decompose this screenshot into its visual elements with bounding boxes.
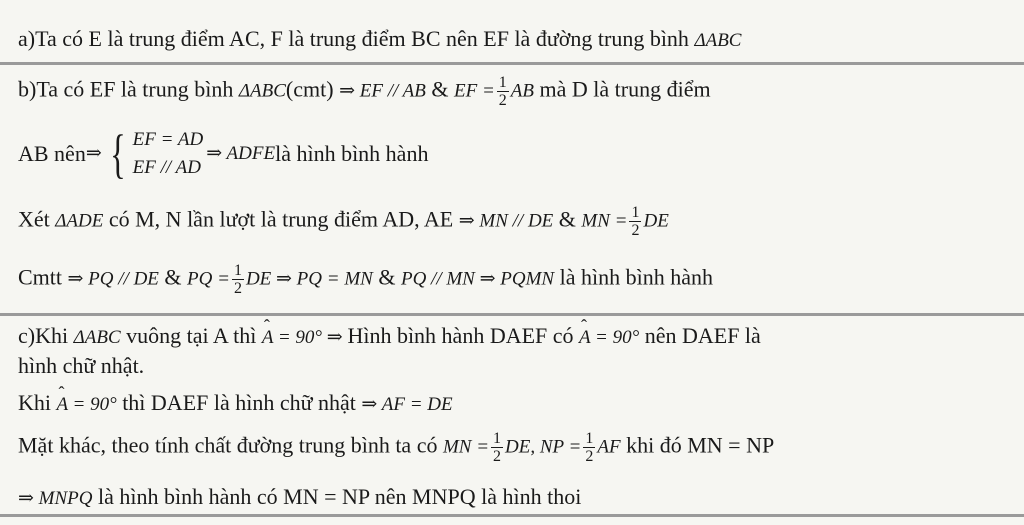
part-c-l4-mn: MN = <box>442 436 490 458</box>
bottom-rule <box>0 514 1024 517</box>
part-a-triangle: ΔABC <box>694 30 742 51</box>
part-b-l4-de: DE ⇒ PQ = MN <box>245 268 373 290</box>
part-c-l1-mid2: Hình bình hành DAEF có <box>347 323 580 348</box>
part-b-l1-tail: mà D là trung điểm <box>534 76 711 102</box>
part-b-line-3 <box>18 204 1014 239</box>
part-b-l1-ab: AB <box>510 80 535 102</box>
fraction-numerator: 1 <box>585 430 594 447</box>
part-c-l4-tail: khi đó MN = NP <box>620 432 775 458</box>
part-b-l1-amp: & <box>425 76 454 102</box>
part-b-l3-text: Xét <box>18 206 56 232</box>
part-c-l3-text: Khi <box>18 390 57 415</box>
implies-arrow: ⇒ <box>85 143 102 164</box>
part-c-l1-mid: vuông tại A thì <box>120 323 262 348</box>
system-row-1: EF = AD <box>132 129 204 150</box>
part-c-l4-de-np: DE, NP = <box>505 436 582 458</box>
part-b-l2-adfe: ⇒ ADFE <box>206 143 276 164</box>
part-b-l2-text: AB nên <box>18 141 86 166</box>
part-b-l3-triangle: ΔADE <box>55 210 104 232</box>
angle-a-1: ˆ A <box>262 327 273 348</box>
part-b-l1-triangle: ΔABC <box>238 80 286 102</box>
part-c-l4-fraction-2 <box>583 430 595 465</box>
divider-b-c <box>0 313 1024 316</box>
divider-a-b <box>0 62 1024 65</box>
part-b-l3-mid: có M, N lần lượt là trung điểm AD, AE <box>103 206 459 232</box>
part-b-l1-text: b)Ta có EF là trung bình <box>18 76 239 102</box>
fraction-numerator: 1 <box>493 430 502 447</box>
fraction-numerator: 1 <box>631 204 640 221</box>
fraction-numerator: 1 <box>233 262 242 279</box>
part-b-l4-eq: PQ = <box>187 268 230 290</box>
angle-a-2: ˆ A <box>579 327 590 348</box>
part-c-line-1 <box>18 323 1014 351</box>
part-a-line <box>18 26 1014 54</box>
part-c-line-4 <box>18 430 1014 465</box>
part-b-l3-eq: MN = <box>581 210 628 232</box>
part-b-l4-parallel: ⇒ PQ // DE <box>67 268 159 290</box>
angle-a-3: ˆ A <box>57 394 68 415</box>
part-b-l1-cmt: (cmt) <box>285 76 340 102</box>
part-c-line-5 <box>18 484 1014 512</box>
part-c-l4-af: AF <box>597 436 621 458</box>
part-c-l5-mnpq: ⇒ MNPQ <box>18 488 93 509</box>
part-c-l4-text: Mặt khác, theo tính chất đường trung bình ta có <box>18 432 443 458</box>
fraction-denominator: 2 <box>493 448 502 465</box>
part-c-l1-text: c)Khi <box>18 323 74 348</box>
part-c-line-3 <box>18 390 1014 418</box>
system-row-2: EF // AD <box>132 157 201 178</box>
implies-arrow: ⇒ <box>322 327 348 348</box>
part-b-l4-amp2: & <box>372 264 401 290</box>
part-a-text: a)Ta có E là trung điểm AC, F là trung điểm BC nên EF là đường trung bình <box>18 26 695 51</box>
part-c-l1-eq2: = 90° <box>590 327 640 348</box>
part-b-l2-tail: là hình bình hành <box>275 141 429 166</box>
part-b-l3-amp: & <box>553 206 582 232</box>
part-b-line-4 <box>18 262 1014 297</box>
part-c-l1-tail: nên DAEF là <box>639 323 761 348</box>
part-b-line-2 <box>18 126 1014 182</box>
part-b-l4-tail: là hình bình hành <box>554 264 713 290</box>
fraction-denominator: 2 <box>233 280 242 297</box>
part-c-l5-text: là hình bình hành có MN = NP nên MNPQ là hình thoi <box>92 484 582 509</box>
part-b-line-1 <box>18 74 1014 109</box>
part-b-l3-parallel: ⇒ MN // DE <box>458 210 554 232</box>
fraction-denominator: 2 <box>631 222 640 239</box>
equation-system <box>105 126 203 182</box>
part-c-l3-af-de: ⇒ AF = DE <box>361 394 453 415</box>
part-c-l3-eq: = 90° <box>67 394 117 415</box>
part-c-line-2 <box>18 353 1014 379</box>
part-b-l1-eq: EF = <box>454 80 495 102</box>
part-b-l4-pqmn: PQ // MN ⇒ PQMN <box>400 268 555 290</box>
part-c-l1-eq1: = 90° <box>273 327 323 348</box>
part-b-l4-fraction <box>232 262 244 297</box>
fraction-denominator: 2 <box>585 448 594 465</box>
part-c-l4-fraction-1 <box>491 430 503 465</box>
part-b-l4-amp: & <box>158 264 188 290</box>
part-b-l3-fraction <box>629 204 641 239</box>
part-b-l1-parallel: ⇒ EF // AB <box>339 80 426 102</box>
part-c-l3-mid: thì DAEF là hình chữ nhật <box>116 390 362 415</box>
fraction-numerator: 1 <box>498 74 507 91</box>
part-b-l3-de: DE <box>643 210 669 232</box>
part-b-l4-text: Cmtt <box>18 264 68 290</box>
part-c-l1-triangle: ΔABC <box>73 327 121 348</box>
part-c-l2-text: hình chữ nhật. <box>18 353 145 378</box>
brace-icon: { <box>109 124 126 184</box>
part-b-l1-fraction <box>497 74 509 109</box>
fraction-denominator: 2 <box>498 92 507 109</box>
